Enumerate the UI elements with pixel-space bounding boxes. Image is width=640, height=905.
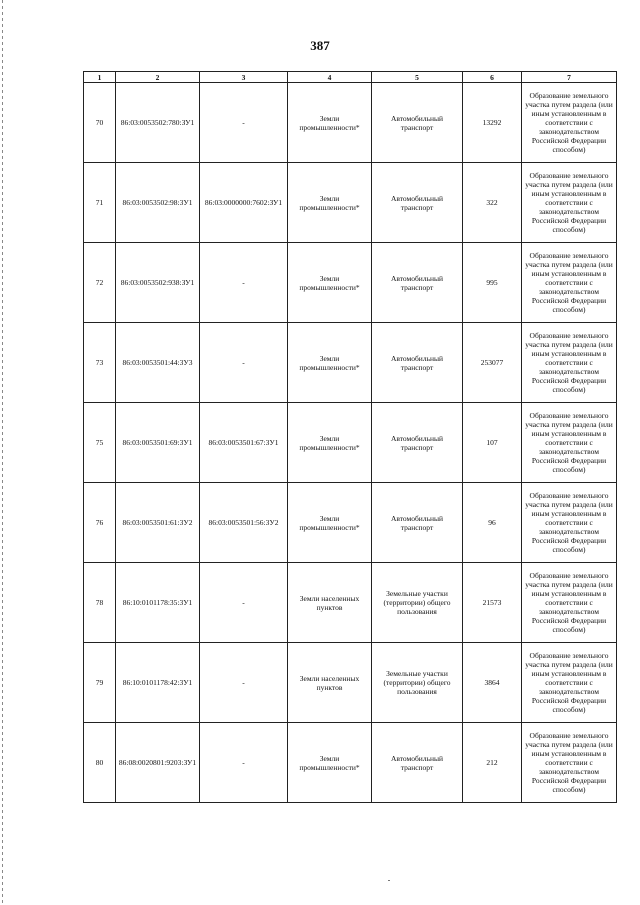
- cadastral-number-cell: 86:03:0053501:44:3У3: [116, 323, 200, 403]
- scan-speck: [388, 880, 390, 881]
- page-number: 387: [310, 38, 330, 53]
- row-number-cell: 76: [84, 483, 116, 563]
- table-row: [84, 563, 617, 643]
- row-number-cell: 79: [84, 643, 116, 723]
- column-header-4: 4: [288, 72, 372, 83]
- area-cell: 107: [463, 403, 522, 483]
- table-row: [84, 323, 617, 403]
- row-number-cell: 71: [84, 163, 116, 243]
- land-category-cell: Земли промышленности*: [288, 403, 372, 483]
- permitted-use-cell: Земельные участки (территории) общего пользования: [372, 643, 463, 723]
- permitted-use-cell: Земельные участки (территории) общего пользования: [372, 563, 463, 643]
- column-header-5: 5: [372, 72, 463, 83]
- cadastral-number-cell: 86:03:0053501:61:3У2: [116, 483, 200, 563]
- column-header-6: 6: [463, 72, 522, 83]
- cadastral-number-cell: 86:03:0053502:98:3У1: [116, 163, 200, 243]
- source-plot-cell: -: [200, 323, 288, 403]
- source-plot-cell: -: [200, 563, 288, 643]
- cadastral-number-cell: 86:10:0101178:35:3У1: [116, 563, 200, 643]
- column-header-3: 3: [200, 72, 288, 83]
- source-plot-cell: -: [200, 643, 288, 723]
- cadastral-number-cell: 86:03:0053501:69:3У1: [116, 403, 200, 483]
- table-row: [84, 243, 617, 323]
- row-number-cell: 80: [84, 723, 116, 803]
- cadastral-number-cell: 86:10:0101178:42:3У1: [116, 643, 200, 723]
- table-header-row: [84, 72, 617, 83]
- area-cell: 212: [463, 723, 522, 803]
- area-cell: 253077: [463, 323, 522, 403]
- permitted-use-cell: Автомобильный транспорт: [372, 723, 463, 803]
- row-number-cell: 73: [84, 323, 116, 403]
- formation-method-cell: Образование земельного участка путем раздела (или иным установленным в соответствии с законодательством Российской Федерации способом): [522, 723, 617, 803]
- formation-method-cell: Образование земельного участка путем раздела (или иным установленным в соответствии с законодательством Российской Федерации способом): [522, 323, 617, 403]
- land-category-cell: Земли промышленности*: [288, 163, 372, 243]
- source-plot-cell: 86:03:0053501:56:3У2: [200, 483, 288, 563]
- cadastral-number-cell: 86:03:0053502:780:ЗУ1: [116, 83, 200, 163]
- source-plot-cell: -: [200, 243, 288, 323]
- area-cell: 3864: [463, 643, 522, 723]
- row-number-cell: 75: [84, 403, 116, 483]
- formation-method-cell: Образование земельного участка путем раздела (или иным установленным в соответствии с законодательством Российской Федерации способом): [522, 163, 617, 243]
- cadastral-number-cell: 86:03:0053502:938:ЗУ1: [116, 243, 200, 323]
- column-header-1: 1: [84, 72, 116, 83]
- permitted-use-cell: Автомобильный транспорт: [372, 323, 463, 403]
- permitted-use-cell: Автомобильный транспорт: [372, 483, 463, 563]
- land-category-cell: Земли промышленности*: [288, 723, 372, 803]
- cadastral-number-cell: 86:08:0020801:9203:ЗУ1: [116, 723, 200, 803]
- land-category-cell: Земли промышленности*: [288, 83, 372, 163]
- formation-method-cell: Образование земельного участка путем раздела (или иным установленным в соответствии с законодательством Российской Федерации способом): [522, 83, 617, 163]
- row-number-cell: 72: [84, 243, 116, 323]
- land-category-cell: Земли промышленности*: [288, 323, 372, 403]
- source-plot-cell: 86:03:0053501:67:3У1: [200, 403, 288, 483]
- formation-method-cell: Образование земельного участка путем раздела (или иным установленным в соответствии с законодательством Российской Федерации способом): [522, 403, 617, 483]
- row-number-cell: 78: [84, 563, 116, 643]
- source-plot-cell: 86:03:0000000:7602:ЗУ1: [200, 163, 288, 243]
- area-cell: 995: [463, 243, 522, 323]
- column-header-2: 2: [116, 72, 200, 83]
- table-row: [84, 83, 617, 163]
- table-row: [84, 643, 617, 723]
- permitted-use-cell: Автомобильный транспорт: [372, 403, 463, 483]
- land-category-cell: Земли промышленности*: [288, 483, 372, 563]
- formation-method-cell: Образование земельного участка путем раздела (или иным установленным в соответствии с законодательством Российской Федерации способом): [522, 643, 617, 723]
- land-plots-table: [83, 71, 617, 803]
- table-row: [84, 403, 617, 483]
- area-cell: 13292: [463, 83, 522, 163]
- table-row: [84, 723, 617, 803]
- table-row: [84, 483, 617, 563]
- formation-method-cell: Образование земельного участка путем раздела (или иным установленным в соответствии с законодательством Российской Федерации способом): [522, 483, 617, 563]
- page-scan-edge: [2, 0, 3, 905]
- source-plot-cell: -: [200, 83, 288, 163]
- area-cell: 21573: [463, 563, 522, 643]
- permitted-use-cell: Автомобильный транспорт: [372, 243, 463, 323]
- area-cell: 322: [463, 163, 522, 243]
- table-row: [84, 163, 617, 243]
- land-category-cell: Земли населенных пунктов: [288, 563, 372, 643]
- column-header-7: 7: [522, 72, 617, 83]
- source-plot-cell: -: [200, 723, 288, 803]
- land-category-cell: Земли промышленности*: [288, 243, 372, 323]
- area-cell: 96: [463, 483, 522, 563]
- row-number-cell: 70: [84, 83, 116, 163]
- formation-method-cell: Образование земельного участка путем раздела (или иным установленным в соответствии с законодательством Российской Федерации способом): [522, 243, 617, 323]
- permitted-use-cell: Автомобильный транспорт: [372, 163, 463, 243]
- formation-method-cell: Образование земельного участка путем раздела (или иным установленным в соответствии с законодательством Российской Федерации способом): [522, 563, 617, 643]
- land-category-cell: Земли населенных пунктов: [288, 643, 372, 723]
- permitted-use-cell: Автомобильный транспорт: [372, 83, 463, 163]
